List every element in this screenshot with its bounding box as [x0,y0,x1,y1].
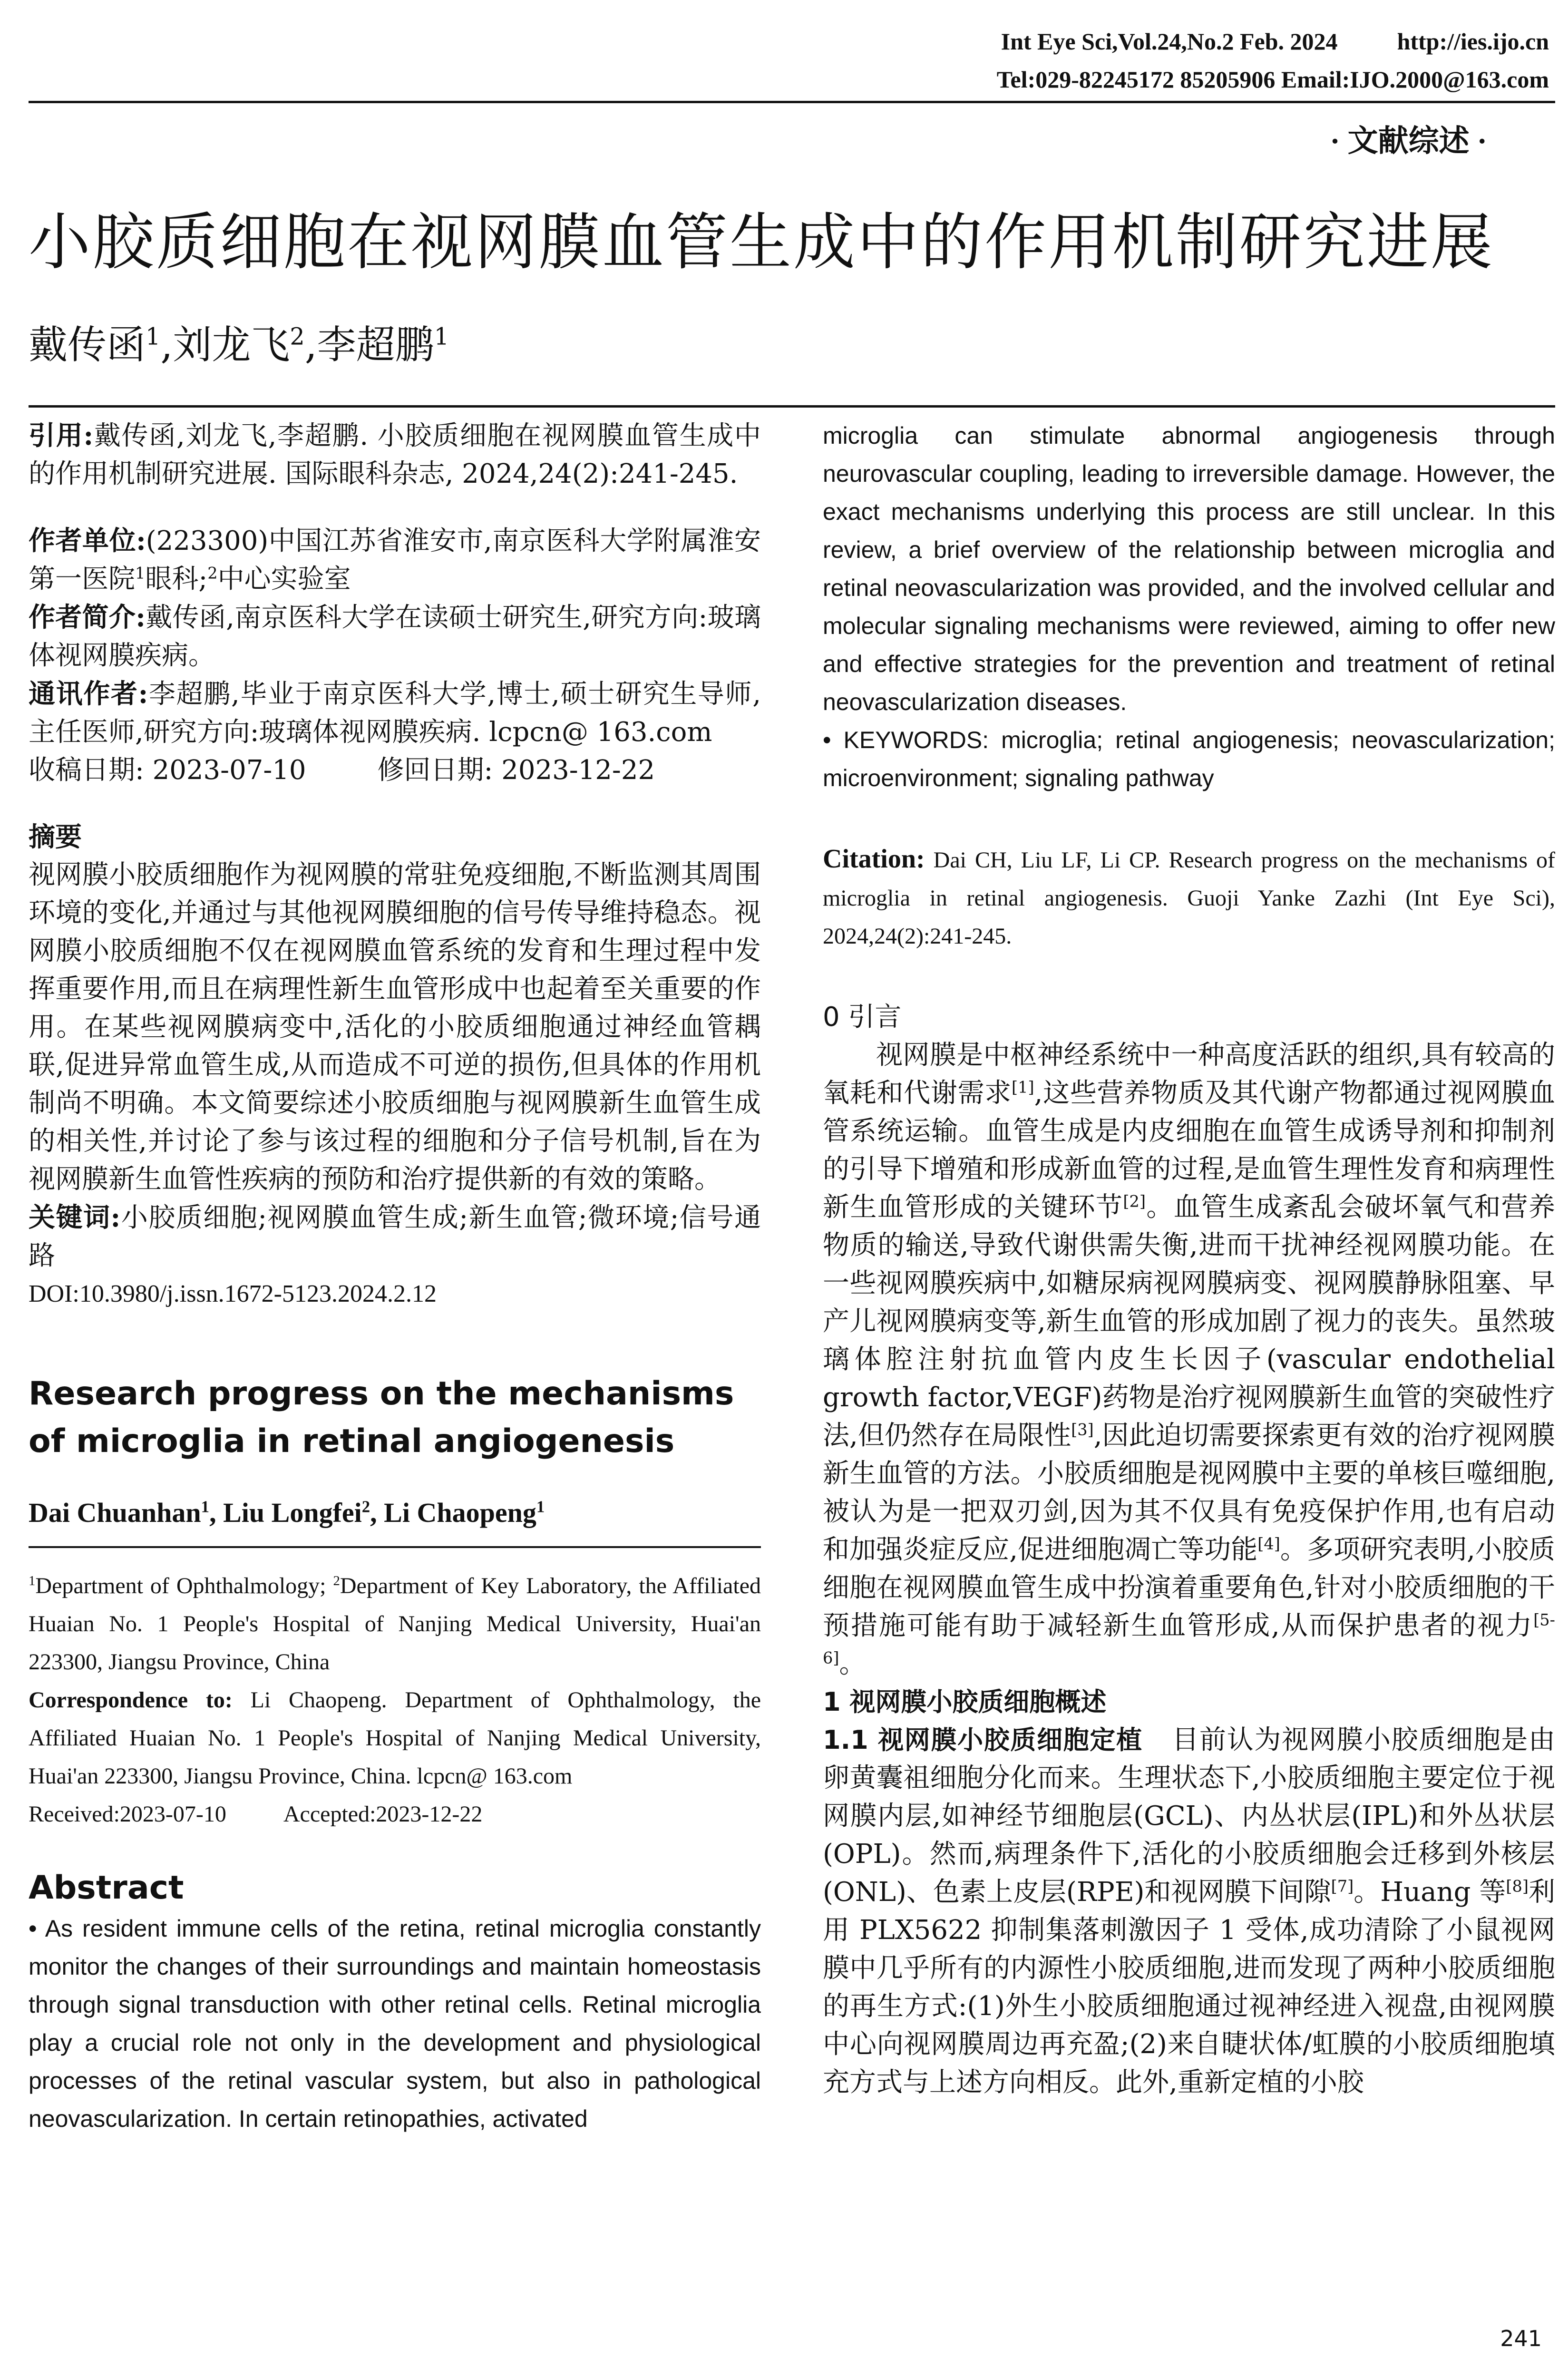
author-en-3: Li Chaopeng [384,1497,536,1528]
authors-en-rule [29,1546,761,1548]
section-label: · 文献综述 · [1330,124,1487,158]
correspondence-en: Correspondence to: Li Chaopeng. Department of Ophthalmology, the Affiliated Huaian No. 1 People's Hospital of Nanjing Medical University, Huai'an 223300, Jiangsu Province, China. lcpcn@ 163.com [29,1687,761,1789]
doi: DOI:10.3980/j.issn.1672-5123.2024.2.12 [29,1280,437,1307]
received-date-cn: 收稿日期: 2023-07-10 [29,755,306,786]
section-1-heading: 1 视网膜小胶质细胞概述 [823,1687,1107,1717]
affiliation-en: $^1$Department of Ophthalmology; $^2$Department of Key Laboratory, the Affiliated Huaian No. 1 People's Hospital of Nanjing Medical University, Huai'an 223300, Jiangsu Province, China [29,1573,761,1675]
correspondence-cn: 通讯作者:李超鹏,毕业于南京医科大学,博士,硕士研究生导师,主任医师,研究方向:玻璃体视网膜疾病. lcpcn@ 163.com [29,678,761,748]
author-en-2: Liu Longfei [223,1497,362,1528]
author-bio: 作者简介:戴传函,南京医科大学在读硕士研究生,研究方向:玻璃体视网膜疾病。 [29,602,761,671]
received-date-en: Received:2023-07-10 [29,1802,226,1827]
journal-url: http://ies.ijo.cn [1397,28,1549,55]
section-0-heading: 0 引言 [823,1002,902,1033]
author-cn-2: 刘龙飞 [173,322,290,368]
article-title-en: Research progress on the mechanisms of microglia in retinal angiogenesis [29,1375,734,1460]
dates-cn [29,751,761,789]
authors-en: Dai Chuanhan$^1$, Liu Longfei$^2$, Li Chaopeng$^1$ [29,1497,545,1528]
abstract-en-text-part1: • As resident immune cells of the retina, retinal microglia constantly monitor the changes of their surroundings and maintain homeostasis through signal transduction with other retinal cells. Retinal microglia play a crucial role not only in the development and physiological processes of the retinal vascular system, but also in pathological neovascularization. In certain retinopathies, activated [29,1915,761,2132]
citation-en: Citation: Dai CH, Liu LF, Li CP. Research progress on the mechanisms of microglia in retinal angiogenesis. Guoji Yanke Zazhi (Int Eye Sci), 2024,24(2):241-245. [823,844,1556,949]
page-number: 241 [1500,2326,1542,2351]
section-1-1-paragraph: 1.1 视网膜小胶质细胞定植 目前认为视网膜小胶质细胞是由卵黄囊祖细胞分化而来。生理状态下,小胶质细胞主要定位于视网膜内层,如神经节细胞层(GCL)、内丛状层(IPL)和外丛状层(OPL)。然而,病理条件下,活化的小胶质细胞会迁移到外核层(ONL)、色素上皮层(RPE)和视网膜下间隙[7]。Huang 等[8]利用 PLX5622 抑制集落刺激因子 1 受体,成功清除了小鼠视网膜中几乎所有的内源性小胶质细胞,进而发现了两种小胶质细胞的再生方式:(1)外生小胶质细胞通过视神经进入视盘,由视网膜中心向视网膜周边再充盈;(2)来自睫状体/虹膜的小胶质细胞填充方式与上述方向相反。此外,重新定植的小胶 [823,1724,1555,2098]
affiliation-cn: 作者单位:(223300)中国江苏省淮安市,南京医科大学附属淮安第一医院$^1$眼科;$^2$中心实验室 [29,525,761,594]
right-column [823,417,1555,2102]
revised-date-cn: 修回日期: 2023-12-22 [377,755,655,786]
journal-issue: Int Eye Sci,Vol.24,No.2 Feb. 2024 [1001,28,1338,55]
abstract-en-text-part2: microglia can stimulate abnormal angiogenesis through neurovascular coupling, leading to irreversible damage. However, the exact mechanisms underlying this process are still unclear. In this review, a brief overview of the relationship between microglia and retinal neovascularization was provided, and the involved cellular and molecular signaling mechanisms were reviewed, aiming to offer new and effective strategies for the prevention and treatment of retinal neovascularization diseases. [823,422,1555,715]
section-0-paragraph: 视网膜是中枢神经系统中一种高度活跃的组织,具有较高的氧耗和代谢需求[1],这些营养物质及其代谢产物都通过视网膜血管系统运输。血管生成是内皮细胞在血管生成诱导剂和抑制剂的引导下增殖和形成新血管的过程,是血管生理性发育和病理性新生血管形成的关键环节[2]。血管生成紊乱会破坏氧气和营养物质的输送,导致代谢供需失衡,进而干扰神经视网膜功能。在一些视网膜疾病中,如糖尿病视网膜病变、视网膜静脉阻塞、早产儿视网膜病变等,新生血管的形成加剧了视力的丧失。虽然玻璃体腔注射抗血管内皮生长因子(vascular endothelial growth factor,VEGF)药物是治疗视网膜新生血管的突破性疗法,但仍然存在局限性[3],因此迫切需要探索更有效的治疗视网膜新生血管的方法。小胶质细胞是视网膜中主要的单核巨噬细胞,被认为是一把双刃剑,因为其不仅具有免疫保护作用,也有启动和加强炎症反应,促进细胞凋亡等功能[4]。多项研究表明,小胶质细胞在视网膜血管生成中扮演着重要角色,针对小胶质细胞的干预措施可能有助于减轻新生血管形成,从而保护患者的视力[5-6]。 [823,1040,1556,1679]
article-title-cn: 小胶质细胞在视网膜血管生成中的作用机制研究进展 [29,206,1495,278]
abstract-en-heading: Abstract [29,1869,184,1907]
abstract-cn-heading: 摘要 [29,821,82,853]
keywords-en: • KEYWORDS: microglia; retinal angiogenesis; neovascularization; microenvironment; signaling pathway [823,727,1555,791]
title-rule [29,405,1555,408]
journal-contact-line: Tel:029-82245172 85205906 Email:IJO.2000@163.com [996,66,1549,93]
keywords-cn: 关键词:小胶质细胞;视网膜血管生成;新生血管;微环境;信号通路 [29,1202,761,1271]
author-cn-3: 李超鹏 [317,322,434,368]
section-1-1-heading: 1.1 视网膜小胶质细胞定植 [823,1725,1143,1755]
author-cn-1: 戴传函 [29,322,146,368]
citation-cn: 引用:戴传函,刘龙飞,李超鹏. 小胶质细胞在视网膜血管生成中的作用机制研究进展. 国际眼科杂志, 2024,24(2):241-245. [29,420,761,489]
dates-en [29,1795,761,1833]
authors-cn: 戴传函$^1$,刘龙飞$^2$,李超鹏$^1$ [29,322,449,368]
journal-header-line1 [598,28,1549,55]
abstract-cn-text: 视网膜小胶质细胞作为视网膜的常驻免疫细胞,不断监测其周围环境的变化,并通过与其他视网膜细胞的信号传导维持稳态。视网膜小胶质细胞不仅在视网膜血管系统的发育和生理过程中发挥重要作用,而且在病理性新生血管形成中也起着至关重要的作用。在某些视网膜病变中,活化的小胶质细胞通过神经血管耦联,促进异常血管生成,从而造成不可逆的损伤,但具体的作用机制尚不明确。本文简要综述小胶质细胞与视网膜新生血管生成的相关性,并讨论了参与该过程的细胞和分子信号机制,旨在为视网膜新生血管性疾病的预防和治疗提供新的有效的策略。 [29,859,761,1195]
left-column [29,417,761,2138]
header-rule [29,101,1555,103]
author-en-1: Dai Chuanhan [29,1497,201,1528]
accepted-date-en: Accepted:2023-12-22 [283,1802,483,1827]
